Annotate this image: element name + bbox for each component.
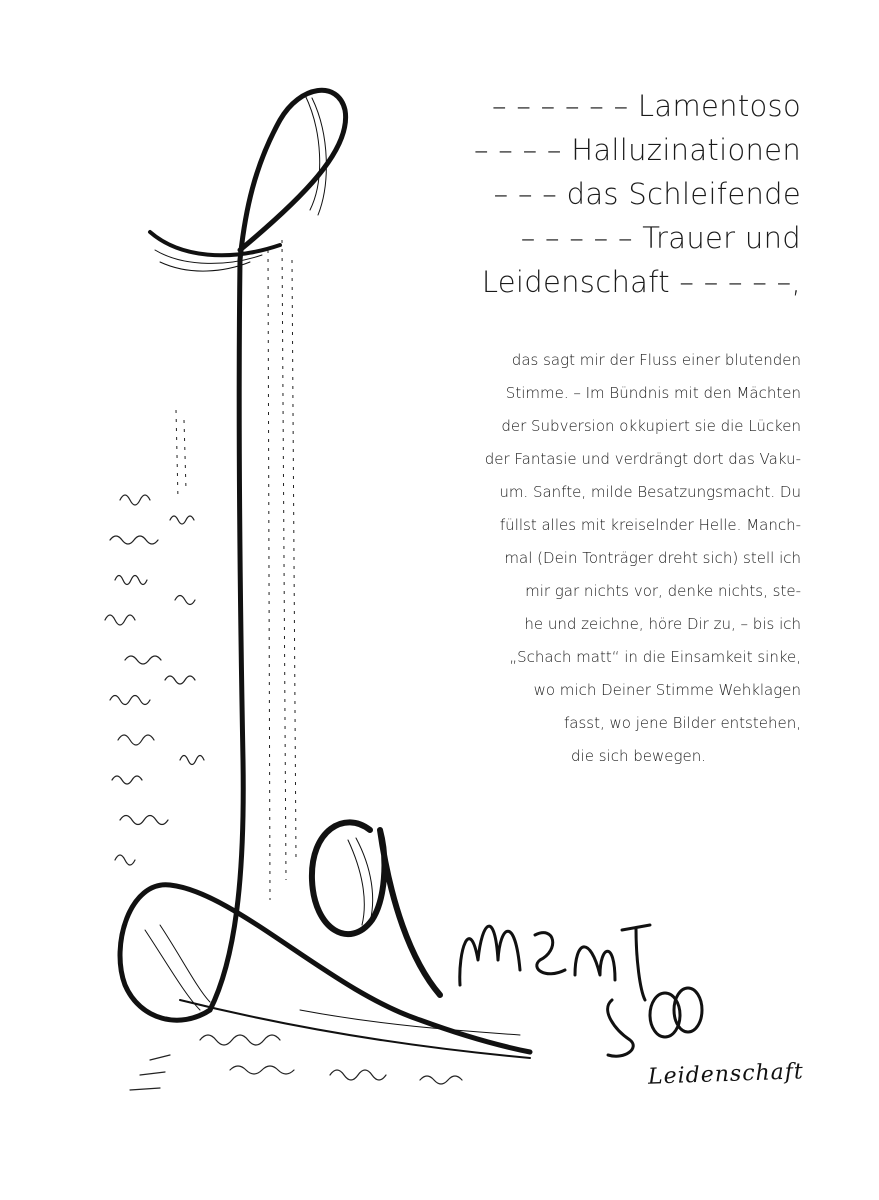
body-line: die sich bewegen. xyxy=(571,747,706,765)
body-line: fasst, wo jene Bilder entstehen, xyxy=(563,714,801,732)
heading-line: – – – das Schleifende xyxy=(493,177,801,211)
script-word-leidenschaft: Leidenschaft xyxy=(647,1059,805,1090)
body-line: der Fantasie und verdrängt dort das Vaku- xyxy=(484,450,801,468)
body-line: he und zeichne, höre Dir zu, – bis ich xyxy=(524,615,801,633)
heading-line: – – – – – Trauer und xyxy=(520,221,801,255)
poem-heading xyxy=(401,84,801,304)
body-line: das sagt mir der Fluss einer blutenden xyxy=(511,351,801,369)
body-line: wo mich Deiner Stimme Wehklagen xyxy=(533,681,801,699)
body-line: füllst alles mit kreiselnder Helle. Manch- xyxy=(499,516,801,534)
heading-line: Leidenschaft – – – – –, xyxy=(481,265,801,299)
body-line: mir gar nichts vor, denke nichts, ste- xyxy=(525,582,801,600)
body-line: „Schach matt“ in die Einsamkeit sinke, xyxy=(509,648,801,666)
heading-line: – – – – – – Lamentoso xyxy=(492,89,801,123)
body-line: der Subversion okkupiert sie die Lücken xyxy=(501,417,801,435)
heading-line: – – – – Halluzinationen xyxy=(473,133,801,167)
body-line: Stimme. – Im Bündnis mit den Mächten xyxy=(505,384,801,402)
body-line: mal (Dein Tonträger dreht sich) stell ich xyxy=(504,549,801,567)
poem-body xyxy=(401,344,801,773)
body-line: um. Sanfte, milde Besatzungsmacht. Du xyxy=(499,483,801,501)
